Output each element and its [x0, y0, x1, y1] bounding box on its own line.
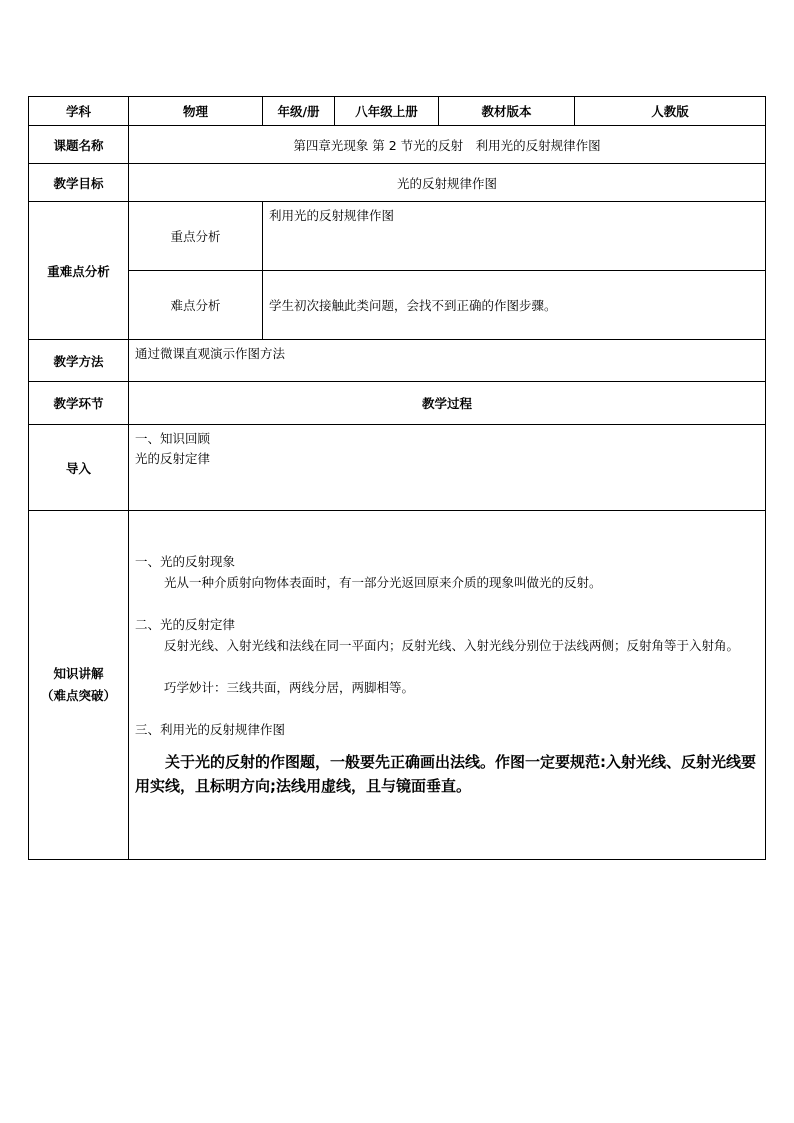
- lecture-row: [29, 511, 766, 860]
- lesson-plan-table: [28, 96, 766, 860]
- analysis-label: 重难点分析: [29, 202, 129, 340]
- process-header-row: [29, 382, 766, 425]
- section-3-text: 关于光的反射的作图题，一般要先正确画出法线。作图一定要规范:入射光线、反射光线要用实线，且标明方向;法线用虚线，且与镜面垂直。: [135, 753, 757, 795]
- topic-row: [29, 126, 766, 164]
- difficult-point-label: 难点分析: [129, 271, 263, 340]
- lecture-content: [129, 511, 766, 860]
- process-header: 教学过程: [129, 382, 766, 425]
- key-point-row: [29, 202, 766, 271]
- method-label: 教学方法: [29, 340, 129, 382]
- intro-row: [29, 425, 766, 511]
- goal-row: [29, 164, 766, 202]
- section-1-title: 一、光的反射现象: [135, 554, 236, 569]
- section-2-title: 二、光的反射定律: [135, 617, 236, 632]
- stage-header: 教学环节: [29, 382, 129, 425]
- subject-value: 物理: [129, 97, 263, 126]
- method-row: [29, 340, 766, 382]
- section-2-text: 反射光线、入射光线和法线在同一平面内；反射光线、入射光线分别位于法线两侧；反射角等于入射角。: [164, 638, 740, 653]
- topic-label: 课题名称: [29, 126, 129, 164]
- goal-value: 光的反射规律作图: [129, 164, 766, 202]
- topic-value: 第四章光现象 第 2 节光的反射 利用光的反射规律作图: [129, 126, 766, 164]
- edition-label: 教材版本: [439, 97, 575, 126]
- edition-value: 人教版: [575, 97, 766, 126]
- key-point-value: 利用光的反射规律作图: [263, 202, 766, 271]
- lecture-label: [29, 511, 129, 860]
- difficult-point-value: 学生初次接触此类问题，会找不到正确的作图步骤。: [263, 271, 766, 340]
- lesson-plan-sheet: [28, 96, 765, 860]
- grade-label: 年级/册: [263, 97, 335, 126]
- difficult-point-row: [29, 271, 766, 340]
- lecture-label-line-1: 知识讲解: [53, 666, 104, 681]
- lecture-label-line-2: （难点突破）: [40, 688, 116, 703]
- section-2-tip: 巧学妙计：三线共面，两线分居，两脚相等。: [164, 680, 415, 695]
- goal-label: 教学目标: [29, 164, 129, 202]
- header-row: [29, 97, 766, 126]
- key-point-label: 重点分析: [129, 202, 263, 271]
- intro-content: [129, 425, 766, 511]
- section-1-text: 光从一种介质射向物体表面时，有一部分光返回原来介质的现象叫做光的反射。: [164, 575, 602, 590]
- intro-line-1: 一、知识回顾: [135, 431, 211, 446]
- method-value: 通过微课直观演示作图方法: [129, 340, 766, 382]
- intro-line-2: 光的反射定律: [135, 451, 211, 466]
- grade-value: 八年级上册: [335, 97, 439, 126]
- section-3-title: 三、利用光的反射规律作图: [135, 722, 286, 737]
- subject-label: 学科: [29, 97, 129, 126]
- intro-label: 导入: [29, 425, 129, 511]
